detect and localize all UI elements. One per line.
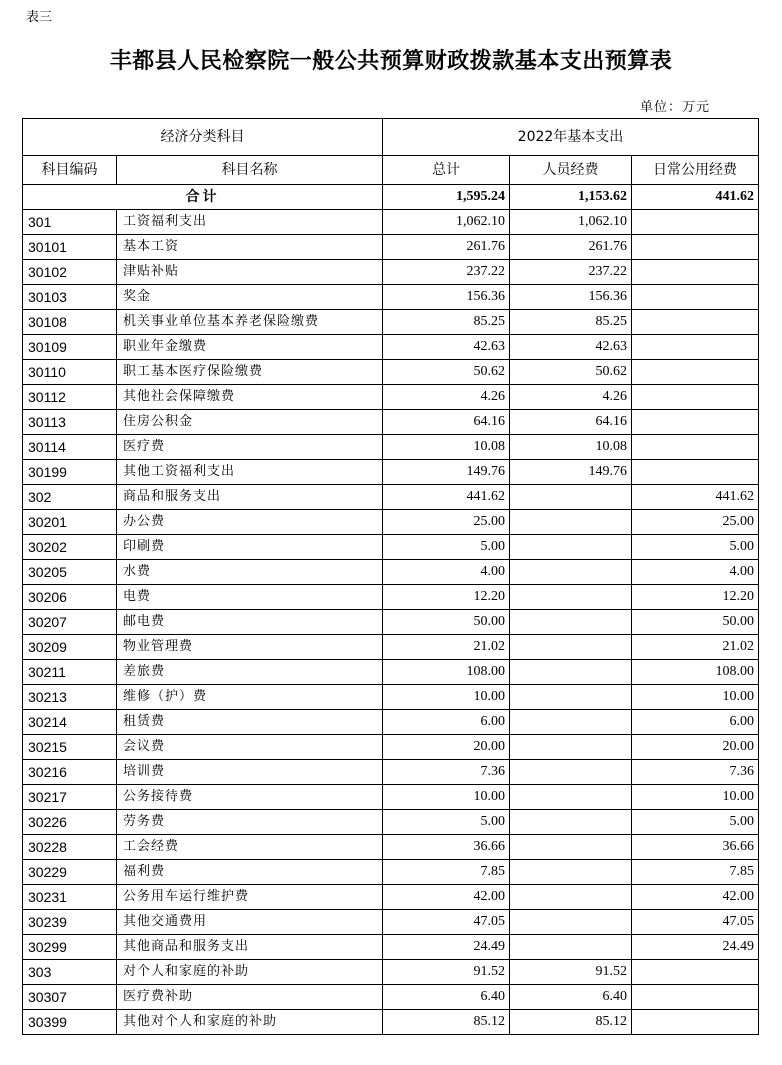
cell-total: 24.49	[383, 935, 510, 960]
cell-name: 租赁费	[117, 710, 383, 735]
cell-personnel	[510, 585, 632, 610]
cell-public: 21.02	[632, 635, 759, 660]
cell-code: 30228	[23, 835, 117, 860]
cell-personnel: 50.62	[510, 360, 632, 385]
header-budget: 2022年基本支出	[383, 119, 759, 156]
cell-total: 10.00	[383, 785, 510, 810]
cell-personnel: 6.40	[510, 985, 632, 1010]
cell-personnel	[510, 635, 632, 660]
cell-code: 30207	[23, 610, 117, 635]
header-name: 科目名称	[117, 156, 383, 185]
cell-name: 职工基本医疗保险缴费	[117, 360, 383, 385]
cell-total: 64.16	[383, 410, 510, 435]
cell-code: 30307	[23, 985, 117, 1010]
cell-personnel	[510, 935, 632, 960]
cell-name: 印刷费	[117, 535, 383, 560]
cell-personnel	[510, 760, 632, 785]
cell-name: 其他商品和服务支出	[117, 935, 383, 960]
cell-personnel	[510, 510, 632, 535]
cell-personnel	[510, 835, 632, 860]
cell-code: 30209	[23, 635, 117, 660]
cell-total: 20.00	[383, 735, 510, 760]
cell-public: 7.85	[632, 860, 759, 885]
cell-personnel	[510, 910, 632, 935]
table-row	[23, 785, 759, 810]
cell-public: 36.66	[632, 835, 759, 860]
cell-total: 85.25	[383, 310, 510, 335]
cell-code: 30114	[23, 435, 117, 460]
cell-public	[632, 360, 759, 385]
header-personnel: 人员经费	[510, 156, 632, 185]
cell-total: 441.62	[383, 485, 510, 510]
cell-public	[632, 260, 759, 285]
cell-personnel: 42.63	[510, 335, 632, 360]
cell-code: 30102	[23, 260, 117, 285]
cell-personnel	[510, 610, 632, 635]
cell-total: 36.66	[383, 835, 510, 860]
cell-public: 5.00	[632, 810, 759, 835]
cell-total: 1,062.10	[383, 210, 510, 235]
cell-name: 劳务费	[117, 810, 383, 835]
cell-public: 25.00	[632, 510, 759, 535]
cell-code: 30109	[23, 335, 117, 360]
cell-total: 149.76	[383, 460, 510, 485]
cell-name: 水费	[117, 560, 383, 585]
table-row	[23, 285, 759, 310]
cell-code: 30217	[23, 785, 117, 810]
cell-code: 302	[23, 485, 117, 510]
table-label: 表三	[26, 10, 53, 25]
cell-public: 10.00	[632, 685, 759, 710]
table-row	[23, 260, 759, 285]
cell-personnel	[510, 785, 632, 810]
cell-personnel: 91.52	[510, 960, 632, 985]
cell-public: 24.49	[632, 935, 759, 960]
table-row	[23, 835, 759, 860]
cell-public	[632, 460, 759, 485]
cell-total: 25.00	[383, 510, 510, 535]
cell-name: 其他交通费用	[117, 910, 383, 935]
table-row	[23, 510, 759, 535]
cell-name: 差旅费	[117, 660, 383, 685]
cell-total: 7.36	[383, 760, 510, 785]
cell-code: 30103	[23, 285, 117, 310]
cell-total: 10.08	[383, 435, 510, 460]
table-row	[23, 585, 759, 610]
cell-personnel: 237.22	[510, 260, 632, 285]
cell-total: 156.36	[383, 285, 510, 310]
cell-code: 30216	[23, 760, 117, 785]
table-row	[23, 985, 759, 1010]
cell-total: 91.52	[383, 960, 510, 985]
cell-name: 职业年金缴费	[117, 335, 383, 360]
cell-name: 物业管理费	[117, 635, 383, 660]
cell-public	[632, 985, 759, 1010]
cell-name: 奖金	[117, 285, 383, 310]
cell-personnel	[510, 535, 632, 560]
cell-total: 42.63	[383, 335, 510, 360]
table-row	[23, 610, 759, 635]
cell-name: 住房公积金	[117, 410, 383, 435]
cell-personnel: 4.26	[510, 385, 632, 410]
header-total: 总计	[383, 156, 510, 185]
cell-name: 公务接待费	[117, 785, 383, 810]
cell-total: 5.00	[383, 810, 510, 835]
cell-name: 医疗费补助	[117, 985, 383, 1010]
cell-total: 261.76	[383, 235, 510, 260]
cell-name: 商品和服务支出	[117, 485, 383, 510]
cell-name: 维修（护）费	[117, 685, 383, 710]
cell-code: 30215	[23, 735, 117, 760]
table-row	[23, 860, 759, 885]
table-row	[23, 760, 759, 785]
cell-code: 30399	[23, 1010, 117, 1035]
cell-total: 6.00	[383, 710, 510, 735]
cell-personnel: 156.36	[510, 285, 632, 310]
cell-name: 办公费	[117, 510, 383, 535]
cell-name: 其他工资福利支出	[117, 460, 383, 485]
page-title: 丰都县人民检察院一般公共预算财政拨款基本支出预算表	[109, 48, 673, 74]
cell-code: 30226	[23, 810, 117, 835]
table-row	[23, 635, 759, 660]
cell-public: 5.00	[632, 535, 759, 560]
cell-personnel	[510, 885, 632, 910]
cell-total: 12.20	[383, 585, 510, 610]
cell-code: 30229	[23, 860, 117, 885]
cell-code: 30202	[23, 535, 117, 560]
table-row	[23, 210, 759, 235]
cell-name: 培训费	[117, 760, 383, 785]
cell-public: 108.00	[632, 660, 759, 685]
table-row	[23, 810, 759, 835]
cell-public	[632, 235, 759, 260]
cell-code: 30239	[23, 910, 117, 935]
cell-name: 工会经费	[117, 835, 383, 860]
table-row	[23, 385, 759, 410]
cell-personnel	[510, 860, 632, 885]
table-row	[23, 685, 759, 710]
cell-personnel: 10.08	[510, 435, 632, 460]
cell-personnel	[510, 810, 632, 835]
header-category: 经济分类科目	[23, 119, 383, 156]
cell-code: 30201	[23, 510, 117, 535]
cell-personnel: 85.25	[510, 310, 632, 335]
cell-code: 30110	[23, 360, 117, 385]
cell-code: 301	[23, 210, 117, 235]
totals-public: 441.62	[632, 185, 759, 210]
cell-public	[632, 210, 759, 235]
cell-code: 30199	[23, 460, 117, 485]
cell-code: 303	[23, 960, 117, 985]
cell-total: 85.12	[383, 1010, 510, 1035]
table-row	[23, 335, 759, 360]
cell-name: 基本工资	[117, 235, 383, 260]
totals-total: 1,595.24	[383, 185, 510, 210]
table-row	[23, 360, 759, 385]
cell-personnel	[510, 710, 632, 735]
cell-code: 30213	[23, 685, 117, 710]
totals-personnel: 1,153.62	[510, 185, 632, 210]
cell-total: 6.40	[383, 985, 510, 1010]
cell-total: 4.00	[383, 560, 510, 585]
cell-code: 30231	[23, 885, 117, 910]
cell-name: 公务用车运行维护费	[117, 885, 383, 910]
table-row	[23, 710, 759, 735]
cell-code: 30211	[23, 660, 117, 685]
cell-personnel: 261.76	[510, 235, 632, 260]
cell-code: 30112	[23, 385, 117, 410]
cell-total: 50.00	[383, 610, 510, 635]
table-row	[23, 660, 759, 685]
table-row	[23, 435, 759, 460]
cell-personnel: 85.12	[510, 1010, 632, 1035]
table-row	[23, 910, 759, 935]
cell-public	[632, 435, 759, 460]
table-body	[23, 185, 759, 1035]
table-row	[23, 535, 759, 560]
cell-personnel: 64.16	[510, 410, 632, 435]
cell-public	[632, 1010, 759, 1035]
cell-public: 12.20	[632, 585, 759, 610]
cell-public	[632, 335, 759, 360]
cell-public: 50.00	[632, 610, 759, 635]
table-row	[23, 735, 759, 760]
cell-personnel	[510, 485, 632, 510]
cell-public: 42.00	[632, 885, 759, 910]
table-row	[23, 410, 759, 435]
cell-personnel: 1,062.10	[510, 210, 632, 235]
cell-personnel	[510, 685, 632, 710]
cell-personnel	[510, 560, 632, 585]
cell-personnel	[510, 660, 632, 685]
cell-name: 福利费	[117, 860, 383, 885]
cell-name: 医疗费	[117, 435, 383, 460]
cell-public: 7.36	[632, 760, 759, 785]
cell-name: 机关事业单位基本养老保险缴费	[117, 310, 383, 335]
table-row	[23, 235, 759, 260]
cell-name: 津贴补贴	[117, 260, 383, 285]
cell-code: 30108	[23, 310, 117, 335]
cell-personnel: 149.76	[510, 460, 632, 485]
table-row	[23, 1010, 759, 1035]
cell-public	[632, 410, 759, 435]
table-row	[23, 885, 759, 910]
cell-code: 30113	[23, 410, 117, 435]
cell-code: 30299	[23, 935, 117, 960]
cell-public: 4.00	[632, 560, 759, 585]
cell-name: 电费	[117, 585, 383, 610]
cell-name: 其他社会保障缴费	[117, 385, 383, 410]
cell-total: 47.05	[383, 910, 510, 935]
totals-label: 合计	[23, 185, 383, 210]
totals-row	[23, 185, 759, 210]
cell-public: 47.05	[632, 910, 759, 935]
cell-total: 10.00	[383, 685, 510, 710]
table-row	[23, 485, 759, 510]
table-row	[23, 560, 759, 585]
cell-code: 30101	[23, 235, 117, 260]
cell-public: 20.00	[632, 735, 759, 760]
cell-name: 会议费	[117, 735, 383, 760]
cell-name: 对个人和家庭的补助	[117, 960, 383, 985]
budget-table	[22, 118, 759, 1035]
table-row	[23, 310, 759, 335]
cell-total: 237.22	[383, 260, 510, 285]
cell-name: 工资福利支出	[117, 210, 383, 235]
cell-total: 108.00	[383, 660, 510, 685]
table-row	[23, 935, 759, 960]
table-row	[23, 960, 759, 985]
header-public: 日常公用经费	[632, 156, 759, 185]
table-row	[23, 460, 759, 485]
cell-total: 7.85	[383, 860, 510, 885]
cell-public	[632, 285, 759, 310]
cell-total: 5.00	[383, 535, 510, 560]
cell-code: 30214	[23, 710, 117, 735]
cell-public: 6.00	[632, 710, 759, 735]
cell-personnel	[510, 735, 632, 760]
cell-public: 441.62	[632, 485, 759, 510]
cell-public	[632, 385, 759, 410]
cell-total: 42.00	[383, 885, 510, 910]
header-code: 科目编码	[23, 156, 117, 185]
cell-total: 4.26	[383, 385, 510, 410]
cell-public: 10.00	[632, 785, 759, 810]
cell-code: 30206	[23, 585, 117, 610]
cell-total: 50.62	[383, 360, 510, 385]
cell-public	[632, 310, 759, 335]
unit-label: 单位：万元	[640, 100, 711, 115]
cell-public	[632, 960, 759, 985]
cell-code: 30205	[23, 560, 117, 585]
cell-total: 21.02	[383, 635, 510, 660]
cell-name: 其他对个人和家庭的补助	[117, 1010, 383, 1035]
cell-name: 邮电费	[117, 610, 383, 635]
